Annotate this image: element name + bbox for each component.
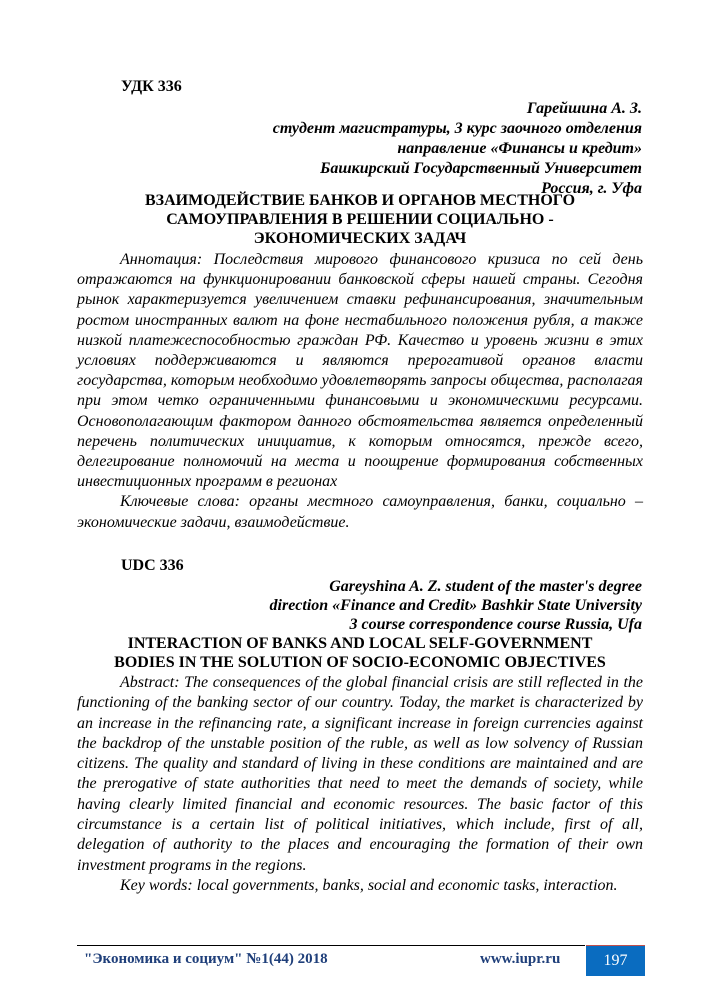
author-direction-ru: направление «Финансы и кредит» (397, 140, 642, 157)
abstract-en: Abstract: The consequences of the global financial crisis are still reflected in the functioning of the banking sector of our country. Today, the market is characterized by an increase in the refinancing rate, a significant increase in foreign currencies against the backdrop of the unstable position of the ruble, as well as low solvency of Russian citizens. The quality and standard of living in these conditions are maintained and are the prerogative of state authorities that need to meet the demands of society, while having clearly limited financial and economic resources. The basic factor of this circumstance is a certain list of political initiatives, which include, first of all, delegation of authority to the places and encouraging the formation of their own investment programs in the regions. (77, 674, 643, 874)
footer-website-link[interactable]: www.iupr.ru (480, 951, 561, 967)
author-block-ru (273, 99, 642, 199)
title-line: INTERACTION OF BANKS AND LOCAL SELF-GOVERNMENT (127, 635, 593, 652)
author-name-ru: Гарейшина А. З. (526, 100, 642, 117)
keywords-ru: Ключевые слова: органы местного самоуправления, банки, социально – экономические задачи, взаимодействие. (77, 493, 643, 531)
abstract-ru: Аннотация: Последствия мирового финансового кризиса по сей день отражаются на функционировании банковской сферы нашей страны. Сегодня рынок характеризуется увеличением ставки рефинансирования, значительным ростом иностранных валют на фоне нестабильного положения рубля, а также низкой платежеспособностью граждан РФ. Качество и уровень жизни в этих условиях поддерживаются и являются прерогативой органов власти государства, которым необходимо удовлетворять запросы общества, располагая при этом четко ограниченными финансовыми и экономическими ресурсами. Основополагающим фактором данного обстоятельства является определенный перечень политических инициатив, к которым относятся, прежде всего, делегирование полномочий на места и поощрение формирования собственных инвестиционных программ в регионах (77, 251, 643, 491)
author-line-en: 3 course correspondence course Russia, Ufa (349, 616, 642, 633)
article-title-ru (77, 191, 643, 248)
author-line-en: Gareyshina A. Z. student of the master's degree (329, 578, 642, 595)
author-block-en (270, 577, 642, 634)
article-title-en (77, 634, 643, 672)
author-line-en: direction «Finance and Credit» Bashkir State University (269, 597, 642, 614)
udk-code: УДК 336 (121, 78, 182, 95)
author-location-ru: Россия, г. Уфа (541, 180, 642, 197)
udc-code: UDC 336 (121, 557, 184, 574)
author-position-ru: студент магистратуры, 3 курс заочного отделения (272, 120, 642, 137)
title-line: САМОУПРАВЛЕНИЯ В РЕШЕНИИ СОЦИАЛЬНО - (166, 211, 554, 228)
keywords-en: Key words: local governments, banks, social and economic tasks, interaction. (120, 876, 618, 894)
footer-divider (77, 945, 585, 946)
author-university-ru: Башкирский Государственный Университет (320, 160, 642, 177)
title-line: ЭКОНОМИЧЕСКИХ ЗАДАЧ (253, 230, 467, 247)
abstract-section-ru (77, 250, 643, 533)
title-line: BODIES IN THE SOLUTION OF SOCIO-ECONOMIC OBJECTIVES (114, 654, 606, 671)
footer-journal-title: "Экономика и социум" №1(44) 2018 (84, 951, 328, 967)
title-line: ВЗАИМОДЕЙСТВИЕ БАНКОВ И ОРГАНОВ МЕСТНОГО (144, 192, 576, 209)
abstract-section-en (77, 673, 643, 896)
page-number-badge: 197 (586, 945, 645, 976)
